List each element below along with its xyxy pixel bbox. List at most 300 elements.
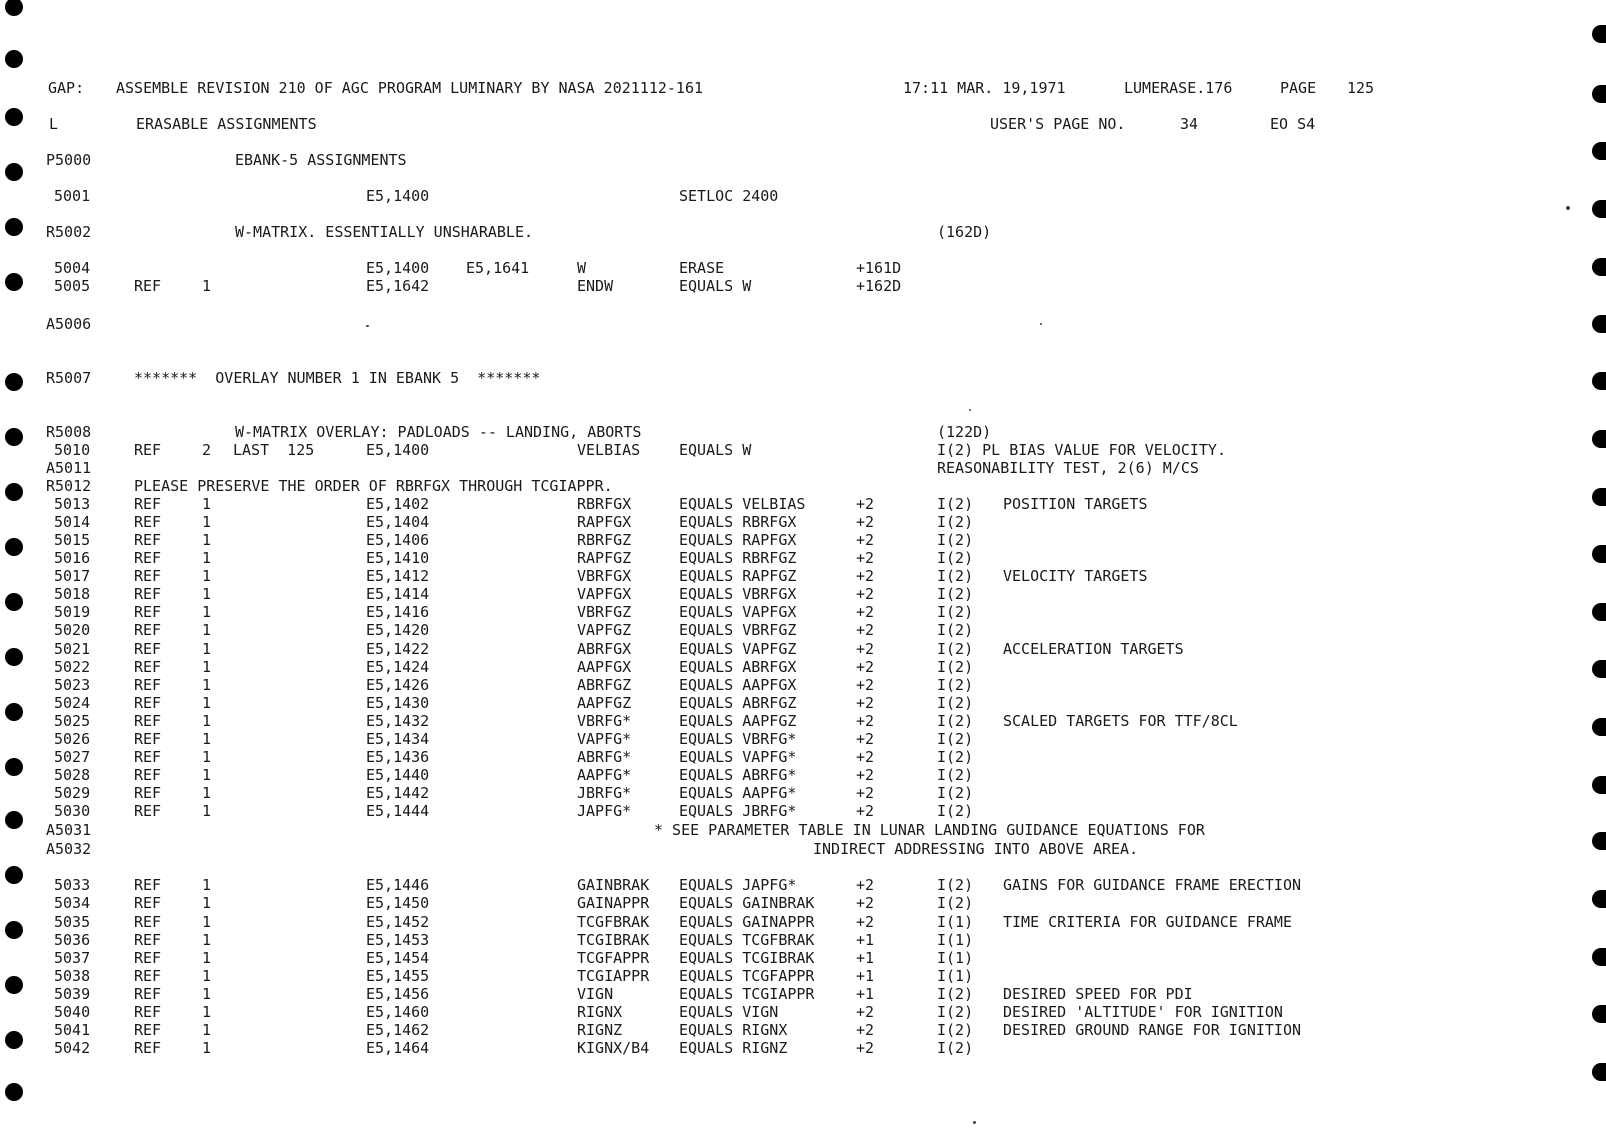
erasable-address: E5,1434	[366, 730, 430, 748]
line-number: 5025	[54, 712, 91, 730]
ref-label: REF	[134, 585, 162, 603]
listing-line	[0, 531, 1606, 549]
ref-count: 1	[202, 894, 212, 912]
line-number: 5036	[54, 931, 91, 949]
ref-label: REF	[134, 513, 162, 531]
symbol: TCGIAPPR	[577, 967, 650, 985]
listing-line	[0, 549, 1606, 567]
listing-line	[0, 840, 1606, 858]
line-number: 5004	[54, 259, 91, 277]
listing-line	[0, 1003, 1606, 1021]
line-number: 5027	[54, 748, 91, 766]
listing-line	[0, 913, 1606, 931]
listing-line	[0, 985, 1606, 1003]
symbol: AAPFGZ	[577, 694, 632, 712]
listing-line	[0, 477, 1606, 495]
operation: EQUALS JAPFG*	[679, 876, 797, 894]
precision-note: I(2)	[937, 640, 974, 658]
line-number: 5015	[54, 531, 91, 549]
symbol: VELBIAS	[577, 441, 641, 459]
line-number: 5016	[54, 549, 91, 567]
erasable-address: E5,1450	[366, 894, 430, 912]
ref-label: REF	[134, 640, 162, 658]
ref-label: REF	[134, 712, 162, 730]
precision-note: I(1)	[937, 913, 974, 931]
precision-note: I(2)	[937, 567, 974, 585]
ref-label: REF	[134, 913, 162, 931]
operation: EQUALS VBRFGZ	[679, 621, 797, 639]
symbol: TCGIBRAK	[577, 931, 650, 949]
ref-label: REF	[134, 1003, 162, 1021]
precision-note: I(2)	[937, 585, 974, 603]
listing-line	[0, 369, 1606, 387]
ref-label: REF	[134, 949, 162, 967]
increment: +2	[856, 495, 875, 513]
listing-line	[0, 876, 1606, 894]
operation: EQUALS AAPFGX	[679, 676, 797, 694]
line-number: 5022	[54, 658, 91, 676]
increment: +2	[856, 876, 875, 894]
ref-count: 1	[202, 549, 212, 567]
listing-line	[0, 585, 1606, 603]
line-number: 5034	[54, 894, 91, 912]
increment: +2	[856, 1021, 875, 1039]
ref-label: REF	[134, 931, 162, 949]
precision-note: (162D)	[937, 223, 992, 241]
erasable-address: E5,1420	[366, 621, 430, 639]
increment: +1	[856, 931, 875, 949]
precision-note: I(2)	[937, 1021, 974, 1039]
ref-label: REF	[134, 766, 162, 784]
line-number: 5013	[54, 495, 91, 513]
section-code: EO S4	[1270, 115, 1316, 133]
erasable-address: E5,1455	[366, 967, 430, 985]
line-number: A5011	[46, 459, 92, 477]
punch-hole-icon	[1592, 1063, 1606, 1081]
increment: +2	[856, 694, 875, 712]
line-number: 5035	[54, 913, 91, 931]
operation: EQUALS TCGIAPPR	[679, 985, 815, 1003]
precision-note: I(1)	[937, 931, 974, 949]
ref-label: REF	[134, 876, 162, 894]
punch-hole-icon	[5, 50, 23, 68]
precision-note: I(2)	[937, 766, 974, 784]
comment: DESIRED 'ALTITUDE' FOR IGNITION	[1003, 1003, 1283, 1021]
symbol: AAPFG*	[577, 766, 632, 784]
ref-count: 1	[202, 802, 212, 820]
precision-note: I(2)	[937, 1003, 974, 1021]
line-number: 5010	[54, 441, 91, 459]
scan-speck	[973, 1121, 976, 1124]
precision-note: I(2) PL BIAS VALUE FOR VELOCITY.	[937, 441, 1226, 459]
increment: +2	[856, 894, 875, 912]
listing-line	[0, 802, 1606, 820]
listing-line	[0, 459, 1606, 477]
precision-note: I(2)	[937, 894, 974, 912]
listing-line	[0, 1021, 1606, 1039]
operation: EQUALS RBRFGZ	[679, 549, 797, 567]
precision-note: I(1)	[937, 949, 974, 967]
precision-note: I(2)	[937, 531, 974, 549]
operation: EQUALS VBRFG*	[679, 730, 797, 748]
erasable-address: E5,1412	[366, 567, 430, 585]
comment: ACCELERATION TARGETS	[1003, 640, 1184, 658]
increment: +2	[856, 658, 875, 676]
increment: +2	[856, 585, 875, 603]
ref-label: REF	[134, 730, 162, 748]
symbol: RBRFGX	[577, 495, 632, 513]
listing-line	[0, 1039, 1606, 1057]
symbol: RIGNX	[577, 1003, 623, 1021]
listing-line	[0, 967, 1606, 985]
precision-note: I(2)	[937, 549, 974, 567]
listing-line	[0, 676, 1606, 694]
listing-line	[0, 567, 1606, 585]
increment: +2	[856, 513, 875, 531]
ref-count: 1	[202, 531, 212, 549]
operation: EQUALS RIGNZ	[679, 1039, 788, 1057]
page-number: 125	[1347, 79, 1375, 97]
erasable-address: E5,1454	[366, 949, 430, 967]
section-title: ERASABLE ASSIGNMENTS	[136, 115, 317, 133]
line-number: 5001	[54, 187, 91, 205]
erasable-address: E5,1402	[366, 495, 430, 513]
ref-label: REF	[134, 784, 162, 802]
ref-count: 1	[202, 712, 212, 730]
symbol: VBRFG*	[577, 712, 632, 730]
ref-label: REF	[134, 694, 162, 712]
operation: EQUALS RAPFGX	[679, 531, 797, 549]
symbol: GAINBRAK	[577, 876, 650, 894]
ref-label: REF	[134, 748, 162, 766]
ref-count: 1	[202, 784, 212, 802]
symbol: JBRFG*	[577, 784, 632, 802]
users-page-number: 34	[1180, 115, 1199, 133]
increment: +2	[856, 748, 875, 766]
erasable-address: E5,1460	[366, 1003, 430, 1021]
operation: EQUALS GAINBRAK	[679, 894, 815, 912]
line-number: 5017	[54, 567, 91, 585]
increment: +2	[856, 621, 875, 639]
line-number: 5020	[54, 621, 91, 639]
symbol: RAPFGZ	[577, 549, 632, 567]
erasable-address: E5,1452	[366, 913, 430, 931]
increment: +2	[856, 712, 875, 730]
symbol: ABRFGZ	[577, 676, 632, 694]
ref-count: 1	[202, 621, 212, 639]
scan-speck	[1566, 206, 1570, 210]
ref-label: REF	[134, 1021, 162, 1039]
erasable-address: E5,1422	[366, 640, 430, 658]
erasable-address-end: E5,1641	[466, 259, 530, 277]
line-number: 5040	[54, 1003, 91, 1021]
page-label: PAGE	[1280, 79, 1317, 97]
precision-note: I(2)	[937, 495, 974, 513]
symbol: VBRFGX	[577, 567, 632, 585]
ref-count: 1	[202, 730, 212, 748]
erasable-address: E5,1404	[366, 513, 430, 531]
ref-count: 1	[202, 658, 212, 676]
ref-count: 1	[202, 603, 212, 621]
listing-subheader	[0, 115, 1606, 133]
ref-label: REF	[134, 531, 162, 549]
punch-hole-icon	[5, 0, 23, 16]
listing-line	[0, 621, 1606, 639]
erasable-address: E5,1642	[366, 277, 430, 295]
symbol: TCGFAPPR	[577, 949, 650, 967]
line-number: 5030	[54, 802, 91, 820]
ref-label: REF	[134, 567, 162, 585]
line-number: 5019	[54, 603, 91, 621]
symbol: RIGNZ	[577, 1021, 623, 1039]
symbol: ABRFGX	[577, 640, 632, 658]
increment: +2	[856, 549, 875, 567]
operation: EQUALS RBRFGX	[679, 513, 797, 531]
erasable-address: E5,1430	[366, 694, 430, 712]
comment: POSITION TARGETS	[1003, 495, 1148, 513]
symbol: JAPFG*	[577, 802, 632, 820]
ref-count: 1	[202, 913, 212, 931]
operation: EQUALS JBRFG*	[679, 802, 797, 820]
gap-label: GAP:	[48, 79, 85, 97]
symbol: GAINAPPR	[577, 894, 650, 912]
operation: EQUALS ABRFGZ	[679, 694, 797, 712]
operation: EQUALS VELBIAS	[679, 495, 806, 513]
symbol: W	[577, 259, 587, 277]
erasable-address: E5,1453	[366, 931, 430, 949]
symbol: VAPFGZ	[577, 621, 632, 639]
ref-count: 1	[202, 676, 212, 694]
ref-label: REF	[134, 603, 162, 621]
comment: DESIRED GROUND RANGE FOR IGNITION	[1003, 1021, 1302, 1039]
ref-label: REF	[134, 967, 162, 985]
erasable-address: E5,1414	[366, 585, 430, 603]
erasable-address: E5,1464	[366, 1039, 430, 1057]
line-number: 5023	[54, 676, 91, 694]
ref-count: 1	[202, 985, 212, 1003]
increment: +2	[856, 766, 875, 784]
operation: EQUALS RAPFGZ	[679, 567, 797, 585]
ref-label: REF	[134, 621, 162, 639]
increment: +2	[856, 784, 875, 802]
erasable-address: E5,1440	[366, 766, 430, 784]
increment: +161D	[856, 259, 902, 277]
symbol: VAPFGX	[577, 585, 632, 603]
listing-line	[0, 748, 1606, 766]
erasable-address: E5,1426	[366, 676, 430, 694]
precision-note: I(2)	[937, 621, 974, 639]
line-number: 5033	[54, 876, 91, 894]
operation: EQUALS TCGFBRAK	[679, 931, 815, 949]
comment: DESIRED SPEED FOR PDI	[1003, 985, 1193, 1003]
listing-line	[0, 712, 1606, 730]
listing-line	[0, 931, 1606, 949]
ref-count: 1	[202, 931, 212, 949]
card-comment: ******* OVERLAY NUMBER 1 IN EBANK 5 *******	[134, 369, 541, 387]
erasable-address: E5,1400	[366, 441, 430, 459]
operation: EQUALS TCGIBRAK	[679, 949, 815, 967]
line-number: 5039	[54, 985, 91, 1003]
listing-line	[0, 949, 1606, 967]
symbol: VIGN	[577, 985, 614, 1003]
operation: EQUALS VAPFGX	[679, 603, 797, 621]
card-comment: INDIRECT ADDRESSING INTO ABOVE AREA.	[813, 840, 1139, 858]
card-comment: W-MATRIX OVERLAY: PADLOADS -- LANDING, ABORTS	[235, 423, 642, 441]
operation: ERASE	[679, 259, 725, 277]
ref-label: REF	[134, 1039, 162, 1057]
symbol: VAPFG*	[577, 730, 632, 748]
erasable-address: E5,1400	[366, 187, 430, 205]
operation: EQUALS VAPFG*	[679, 748, 797, 766]
listing-line	[0, 658, 1606, 676]
ref-count: 1	[202, 1039, 212, 1057]
erasable-address: E5,1406	[366, 531, 430, 549]
precision-note: (122D)	[937, 423, 992, 441]
line-number: 5042	[54, 1039, 91, 1057]
ref-count: 1	[202, 949, 212, 967]
line-number: R5008	[46, 423, 92, 441]
ref-label: REF	[134, 676, 162, 694]
line-number: A5006	[46, 315, 92, 333]
symbol: TCGFBRAK	[577, 913, 650, 931]
precision-note: I(2)	[937, 784, 974, 802]
ref-count: 1	[202, 876, 212, 894]
operation: EQUALS ABRFGX	[679, 658, 797, 676]
line-number: R5007	[46, 369, 92, 387]
operation: EQUALS AAPFGZ	[679, 712, 797, 730]
ref-label: REF	[134, 985, 162, 1003]
users-page-label: USER'S PAGE NO.	[990, 115, 1126, 133]
ref-count: 2	[202, 441, 212, 459]
symbol: ENDW	[577, 277, 614, 295]
ref-label: REF	[134, 441, 162, 459]
ref-label: REF	[134, 277, 162, 295]
line-number: 5028	[54, 766, 91, 784]
increment: +162D	[856, 277, 902, 295]
precision-note: REASONABILITY TEST, 2(6) M/CS	[937, 459, 1199, 477]
erasable-address: E5,1462	[366, 1021, 430, 1039]
precision-note: I(2)	[937, 513, 974, 531]
precision-note: I(2)	[937, 1039, 974, 1057]
line-number: 5041	[54, 1021, 91, 1039]
card-comment: PLEASE PRESERVE THE ORDER OF RBRFGX THROUGH TCGIAPPR.	[134, 477, 613, 495]
assembly-file: LUMERASE.176	[1124, 79, 1233, 97]
erasable-address: E5,1416	[366, 603, 430, 621]
operation: EQUALS W	[679, 277, 752, 295]
line-number: P5000	[46, 151, 92, 169]
ref-count: 1	[202, 967, 212, 985]
operation: EQUALS VIGN	[679, 1003, 779, 1021]
operation: EQUALS RIGNX	[679, 1021, 788, 1039]
punch-hole-icon	[1592, 25, 1606, 43]
ref-count: 1	[202, 495, 212, 513]
precision-note: I(2)	[937, 694, 974, 712]
line-number: R5012	[46, 477, 92, 495]
line-number: A5032	[46, 840, 92, 858]
ref-count: 1	[202, 1003, 212, 1021]
ref-count: 1	[202, 694, 212, 712]
erasable-address: E5,1442	[366, 784, 430, 802]
comment: VELOCITY TARGETS	[1003, 567, 1148, 585]
increment: +1	[856, 967, 875, 985]
operation: EQUALS ABRFG*	[679, 766, 797, 784]
assembly-title: ASSEMBLE REVISION 210 OF AGC PROGRAM LUMINARY BY NASA 2021112-161	[116, 79, 703, 97]
ref-count: 1	[202, 513, 212, 531]
card-comment: * SEE PARAMETER TABLE IN LUNAR LANDING GUIDANCE EQUATIONS FOR	[654, 821, 1205, 839]
line-number: 5037	[54, 949, 91, 967]
ref-count: 1	[202, 1021, 212, 1039]
line-number: A5031	[46, 821, 92, 839]
listing-line	[0, 694, 1606, 712]
operation: EQUALS VBRFGX	[679, 585, 797, 603]
ref-count: 1	[202, 766, 212, 784]
increment: +2	[856, 531, 875, 549]
listing-line	[0, 495, 1606, 513]
ref-count: 1	[202, 640, 212, 658]
increment: +2	[856, 1003, 875, 1021]
line-number: 5005	[54, 277, 91, 295]
erasable-address: E5,1444	[366, 802, 430, 820]
increment: +2	[856, 603, 875, 621]
comment: TIME CRITERIA FOR GUIDANCE FRAME	[1003, 913, 1292, 931]
increment: +2	[856, 802, 875, 820]
line-number: 5021	[54, 640, 91, 658]
card-comment: W-MATRIX. ESSENTIALLY UNSHARABLE.	[235, 223, 534, 241]
precision-note: I(2)	[937, 658, 974, 676]
listing-line	[0, 423, 1606, 441]
erasable-address: E5,1400	[366, 259, 430, 277]
symbol: KIGNX/B4	[577, 1039, 650, 1057]
listing-line	[0, 259, 1606, 277]
increment: +2	[856, 676, 875, 694]
operation: EQUALS GAINAPPR	[679, 913, 815, 931]
operation: EQUALS VAPFGZ	[679, 640, 797, 658]
operation: SETLOC 2400	[679, 187, 779, 205]
precision-note: I(2)	[937, 676, 974, 694]
listing-line	[0, 821, 1606, 839]
subheader-flag: L	[49, 115, 59, 133]
erasable-address: E5,1456	[366, 985, 430, 1003]
symbol: RAPFGX	[577, 513, 632, 531]
precision-note: I(2)	[937, 748, 974, 766]
punch-hole-icon	[5, 1083, 23, 1101]
listing-line	[0, 441, 1606, 459]
last-ref: LAST 125	[233, 441, 315, 459]
ref-label: REF	[134, 894, 162, 912]
listing-line	[0, 603, 1606, 621]
increment: +1	[856, 985, 875, 1003]
line-number: 5018	[54, 585, 91, 603]
precision-note: I(2)	[937, 712, 974, 730]
operation: EQUALS AAPFG*	[679, 784, 797, 802]
listing-line	[0, 277, 1606, 295]
erasable-address: E5,1436	[366, 748, 430, 766]
symbol: ABRFG*	[577, 748, 632, 766]
symbol: RBRFGZ	[577, 531, 632, 549]
line-number: R5002	[46, 223, 92, 241]
increment: +2	[856, 913, 875, 931]
symbol: AAPFGX	[577, 658, 632, 676]
listing-line	[0, 730, 1606, 748]
ref-label: REF	[134, 802, 162, 820]
listing-line	[0, 151, 1606, 169]
assembly-datetime: 17:11 MAR. 19,1971	[903, 79, 1066, 97]
line-number: 5014	[54, 513, 91, 531]
increment: +2	[856, 1039, 875, 1057]
comment: SCALED TARGETS FOR TTF/8CL	[1003, 712, 1238, 730]
symbol: VBRFGZ	[577, 603, 632, 621]
listing-line	[0, 894, 1606, 912]
